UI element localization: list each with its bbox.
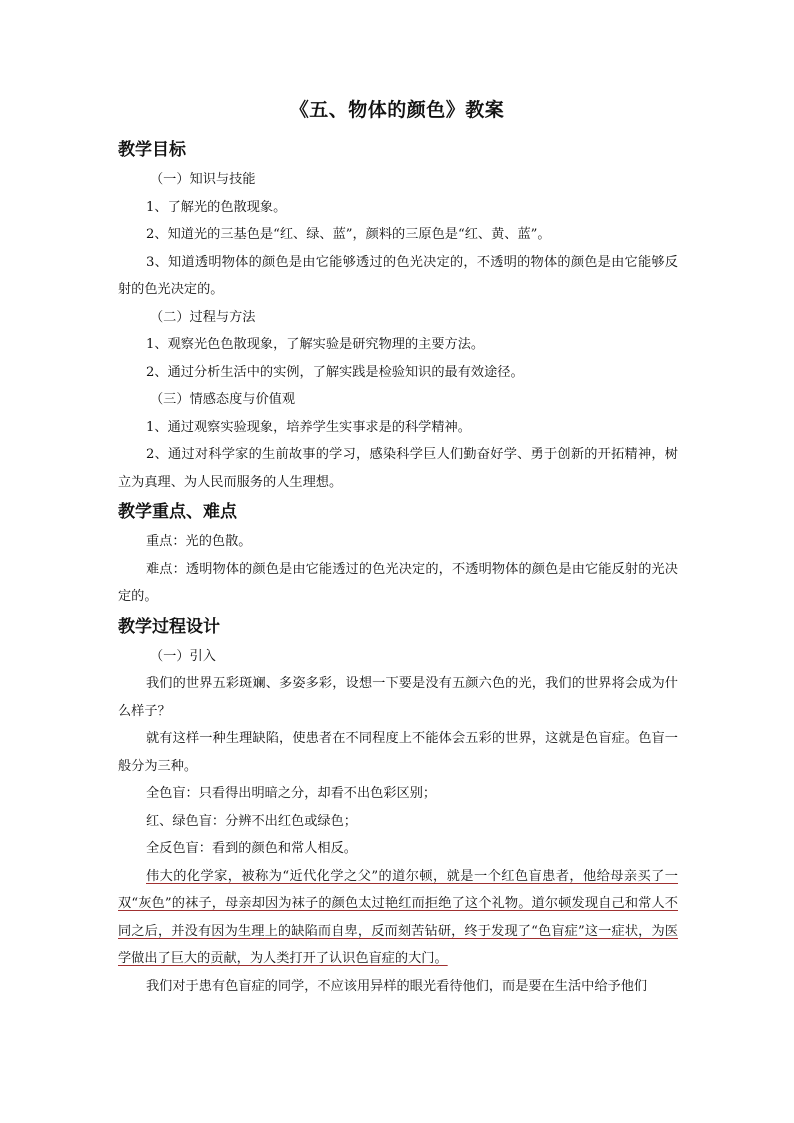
underlined-paragraph: 伟大的化学家，被称为“近代化学之父”的道尔顿，就是一个红色盲患者，他给母亲买了一双“灰色”的袜子，母亲却因为袜子的颜色太过艳红而拒绝了这个礼物。道尔顿发现自己和常人不同之后，并没有因为生理上的缺陷而自卑，反而刻苦钻研，终于发现了“色盲症”这一症状，为医学做出了巨大的贡献，为人类打开了认识色盲症的大门。 [118,868,678,966]
subheading-process: （二）过程与方法 [150,309,256,325]
paragraph: 3、知道透明物体的颜色是由它能够透过的色光决定的，不透明的物体的颜色是由它能够反射的色光决定的。 [118,254,678,297]
section-heading-key-points: 教学重点、难点 [118,502,237,522]
paragraph: 我们对于患有色盲症的同学，不应该用异样的眼光看待他们，而是要在生活中给予他们 [146,978,648,994]
paragraph: 全色盲：只看得出明暗之分，却看不出色彩区别； [146,786,437,801]
paragraph: 1、了解光的色散现象。 [146,199,287,215]
subheading-introduction: （一）引入 [150,648,216,664]
paragraph: 2、通过分析生活中的实例，了解实践是检验知识的最有效途径。 [146,364,524,380]
section-heading-process-design: 教学过程设计 [118,616,220,637]
subheading-attitude: （三）情感态度与价值观 [150,392,296,407]
paragraph: 1、观察光色色散现象，了解实验是研究物理的主要方法。 [146,337,485,352]
paragraph: 2、知道光的三基色是“红、绿、蓝”，颜料的三原色是“红、黄、蓝”。 [146,227,551,242]
subheading-knowledge: （一）知识与技能 [150,172,256,187]
paragraph: 红、绿色盲：分辨不出红色或绿色； [146,813,357,829]
paragraph: 就有这样一种生理缺陷，使患者在不同程度上不能体会五彩的世界，这就是色盲症。色盲一般分为三种。 [118,731,678,774]
paragraph: 我们的世界五彩斑斓、多姿多彩，设想一下要是没有五颜六色的光，我们的世界将会成为什么样子？ [118,676,678,719]
paragraph: 2、通过对科学家的生前故事的学习，感染科学巨人们勤奋好学、勇于创新的开拓精神，树立为真理、为人民而服务的人生理想。 [118,447,678,490]
section-heading-objectives: 教学目标 [118,140,186,160]
paragraph: 全反色盲：看到的颜色和常人相反。 [146,841,357,856]
document-body [118,134,678,1000]
paragraph: 重点：光的色散。 [146,534,252,549]
paragraph: 难点：透明物体的颜色是由它能透过的色光决定的，不透明物体的颜色是由它能反射的光决定的。 [118,561,678,604]
paragraph: 1、通过观察实验现象，培养学生实事求是的科学精神。 [146,419,471,435]
document-title: 《五、物体的颜色》教案 [289,99,505,121]
